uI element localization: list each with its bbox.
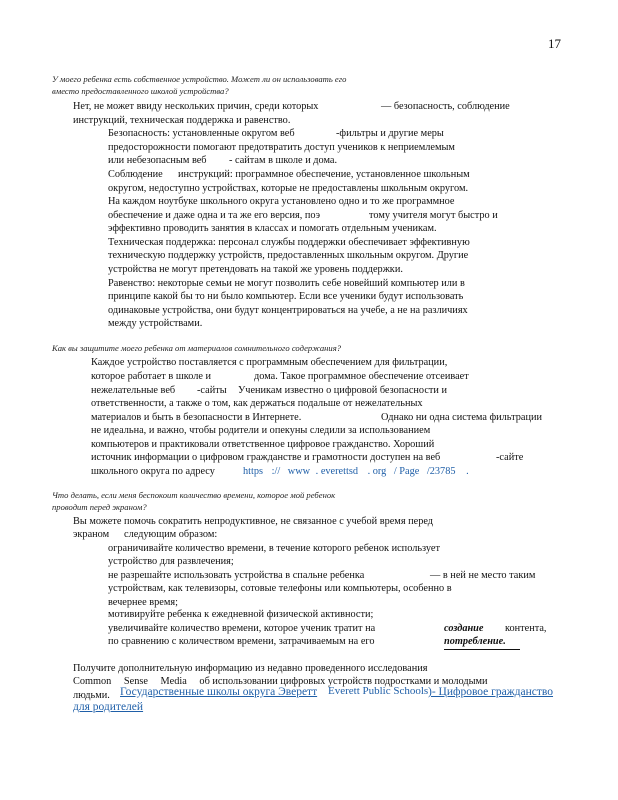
q1-b2-l1b: инструкций: программное обеспечение, установленное школьным (178, 169, 470, 180)
q3-intro-b: экраном (73, 529, 110, 540)
question-3-line-1: Что делать, если меня беспокоит количество времени, которое мой ребенок (52, 490, 336, 500)
q3-b2-l1a: не разрешайте использовать устройства в спальне ребенка (108, 570, 365, 581)
question-2: Как вы защитите моего ребенка от материалов сомнительного содержания? (52, 343, 341, 353)
q1-b4-l1: Равенство: некоторые семьи не могут позволить себе новейший компьютер или в (108, 278, 465, 289)
q2-l3a: нежелательные веб (91, 385, 176, 396)
q3-b4-consume: потребление. (444, 635, 520, 650)
q1-b4-l2: принципе какой бы то ни было компьютер. Если все ученики будут использовать (108, 291, 464, 302)
q1-intro-b: — безопасность, соблюдение (381, 101, 510, 112)
q3-b4-create: создание (444, 623, 484, 634)
closing-word: об использовании цифровых устройств подростками и молодыми (199, 676, 488, 687)
q2-l9: школьного округа по адресу (91, 466, 215, 477)
q1-b2-l4b: тому учителя могут быстро и (369, 210, 498, 221)
q1-b2-l4a: обеспечение и даже одна и та же его версия, поэ (108, 210, 321, 221)
url-part: /23785 (426, 466, 456, 477)
url-part: . org (367, 466, 387, 477)
q2-l7: компьютеров и практиковали ответственное цифровое гражданство. Хороший (91, 439, 435, 450)
q2-l3b: -сайты (197, 385, 227, 396)
q3-b4-l1a: увеличивайте количество времени, которое ученик тратит на (108, 623, 376, 634)
q3-b2-l3: вечернее время; (108, 597, 178, 608)
question-3-line-2: проводит перед экраном? (52, 502, 147, 512)
q1-b1-l2: предосторожности помогают предотвратить доступ учеников к неприемлемым (108, 142, 455, 153)
question-1-line-2: вместо предоставленного школой устройства? (52, 86, 229, 96)
url-part: :// (271, 466, 281, 477)
question-1-line-1: У моего ребенка есть собственное устройство. Может ли он использовать его (52, 74, 347, 84)
q1-b2-l3: На каждом ноутбуке школьного округа установлено одно и то же программное (108, 196, 455, 207)
resource-link-line2[interactable]: для родителей (73, 701, 144, 713)
url-part: / Page (393, 466, 420, 477)
q2-l8b: -сайте (496, 452, 524, 463)
q1-b1-l3b: - сайтам в школе и дома. (229, 155, 338, 166)
q3-b2-l2: устройствам, как телевизоры, сотовые телефоны или компьютеры, особенно в (108, 583, 452, 594)
q2-l4: ответственности, а также о том, как держаться подальше от нежелательных (91, 398, 423, 409)
closing-word: Sense (123, 676, 148, 687)
district-url-link[interactable] (243, 465, 469, 479)
closing-l1: Получите дополнительную информацию из недавно проведенного исследования (73, 663, 428, 674)
resource-link-suffix[interactable]: )- Цифровое гражданство (428, 686, 554, 698)
q1-b3-l3: устройства не могут претендовать на такой же уровень поддержки. (108, 264, 403, 275)
q3-b1-l1: ограничивайте количество времени, в течение которого ребенок использует (108, 543, 440, 554)
q2-l1: Каждое устройство поставляется с программным обеспечением для фильтрации, (91, 357, 448, 368)
q3-b2-l1b: — в ней не место таким (430, 570, 536, 581)
url-part: . (466, 466, 469, 477)
q1-b4-l4: между устройствами. (108, 318, 203, 329)
q1-b2-l5: эффективно проводить занятия в классах и помогать отдельным ученикам. (108, 223, 437, 234)
q1-b2-l2: округом, недоступно устройствах, которые не предоставлены школьным округом. (108, 183, 469, 194)
q1-b4-l3: одинаковые устройства, они будут концентрироваться на учебе, а не на различиях (108, 305, 468, 316)
q3-b4-l1c: контента, (505, 623, 547, 634)
q2-l3c: Ученикам известно о цифровой безопасности и (238, 385, 447, 396)
q3-b4-l2a: по сравнению с количеством времени, затрачиваемым на его (108, 636, 375, 647)
q1-b3-l1: Техническая поддержка: персонал службы поддержки обеспечивает эффективную (108, 237, 470, 248)
q1-intro-a: Нет, не может ввиду нескольких причин, среди которых (73, 101, 319, 112)
q1-b1-l1a: Безопасность: установленные округом веб (108, 128, 295, 139)
q2-l5a: материалов и быть в безопасности в Интернете. (91, 412, 302, 423)
q3-intro-c: следующим образом: (124, 529, 218, 540)
q1-b3-l2: техническую поддержку устройств, предоставленных школьным округом. Другие (108, 250, 469, 261)
closing-l3-prefix: людьми. (73, 690, 110, 701)
q1-b2-l1a: Соблюдение (108, 169, 163, 180)
q2-l5b: Однако ни одна система фильтрации (381, 412, 542, 423)
q2-l2a: которое работает в школе и (91, 371, 212, 382)
q1-b1-l1b: -фильтры и другие меры (336, 128, 444, 139)
q3-intro-a: Вы можете помочь сократить непродуктивное, не связанное с учебой время перед (73, 516, 434, 527)
page-number: 17 (548, 36, 561, 51)
q3-b1-l2: устройство для развлечения; (108, 556, 234, 567)
q1-intro-c: инструкций, техническая поддержка и равенство. (73, 115, 291, 126)
q2-l6: не идеальна, и важно, чтобы родители и опекуны следили за использованием (91, 425, 431, 436)
resource-link-overlay[interactable]: Everett Public Schools (328, 685, 429, 697)
url-part: www (287, 466, 311, 477)
url-part: https (243, 466, 264, 477)
q2-l8a: источник информации о цифровом гражданстве и грамотности доступен на веб (91, 452, 441, 463)
q1-b1-l3a: или небезопасным веб (108, 155, 207, 166)
q3-b3-l1: мотивируйте ребенка к ежедневной физической активности; (108, 609, 374, 620)
url-part: . everettsd (315, 466, 358, 477)
q2-l2b: дома. Такое программное обеспечение отсеивает (254, 371, 469, 382)
resource-link[interactable]: Государственные школы округа Эверетт (120, 686, 318, 698)
closing-word: Common (73, 676, 112, 687)
closing-word: Media (160, 676, 187, 687)
